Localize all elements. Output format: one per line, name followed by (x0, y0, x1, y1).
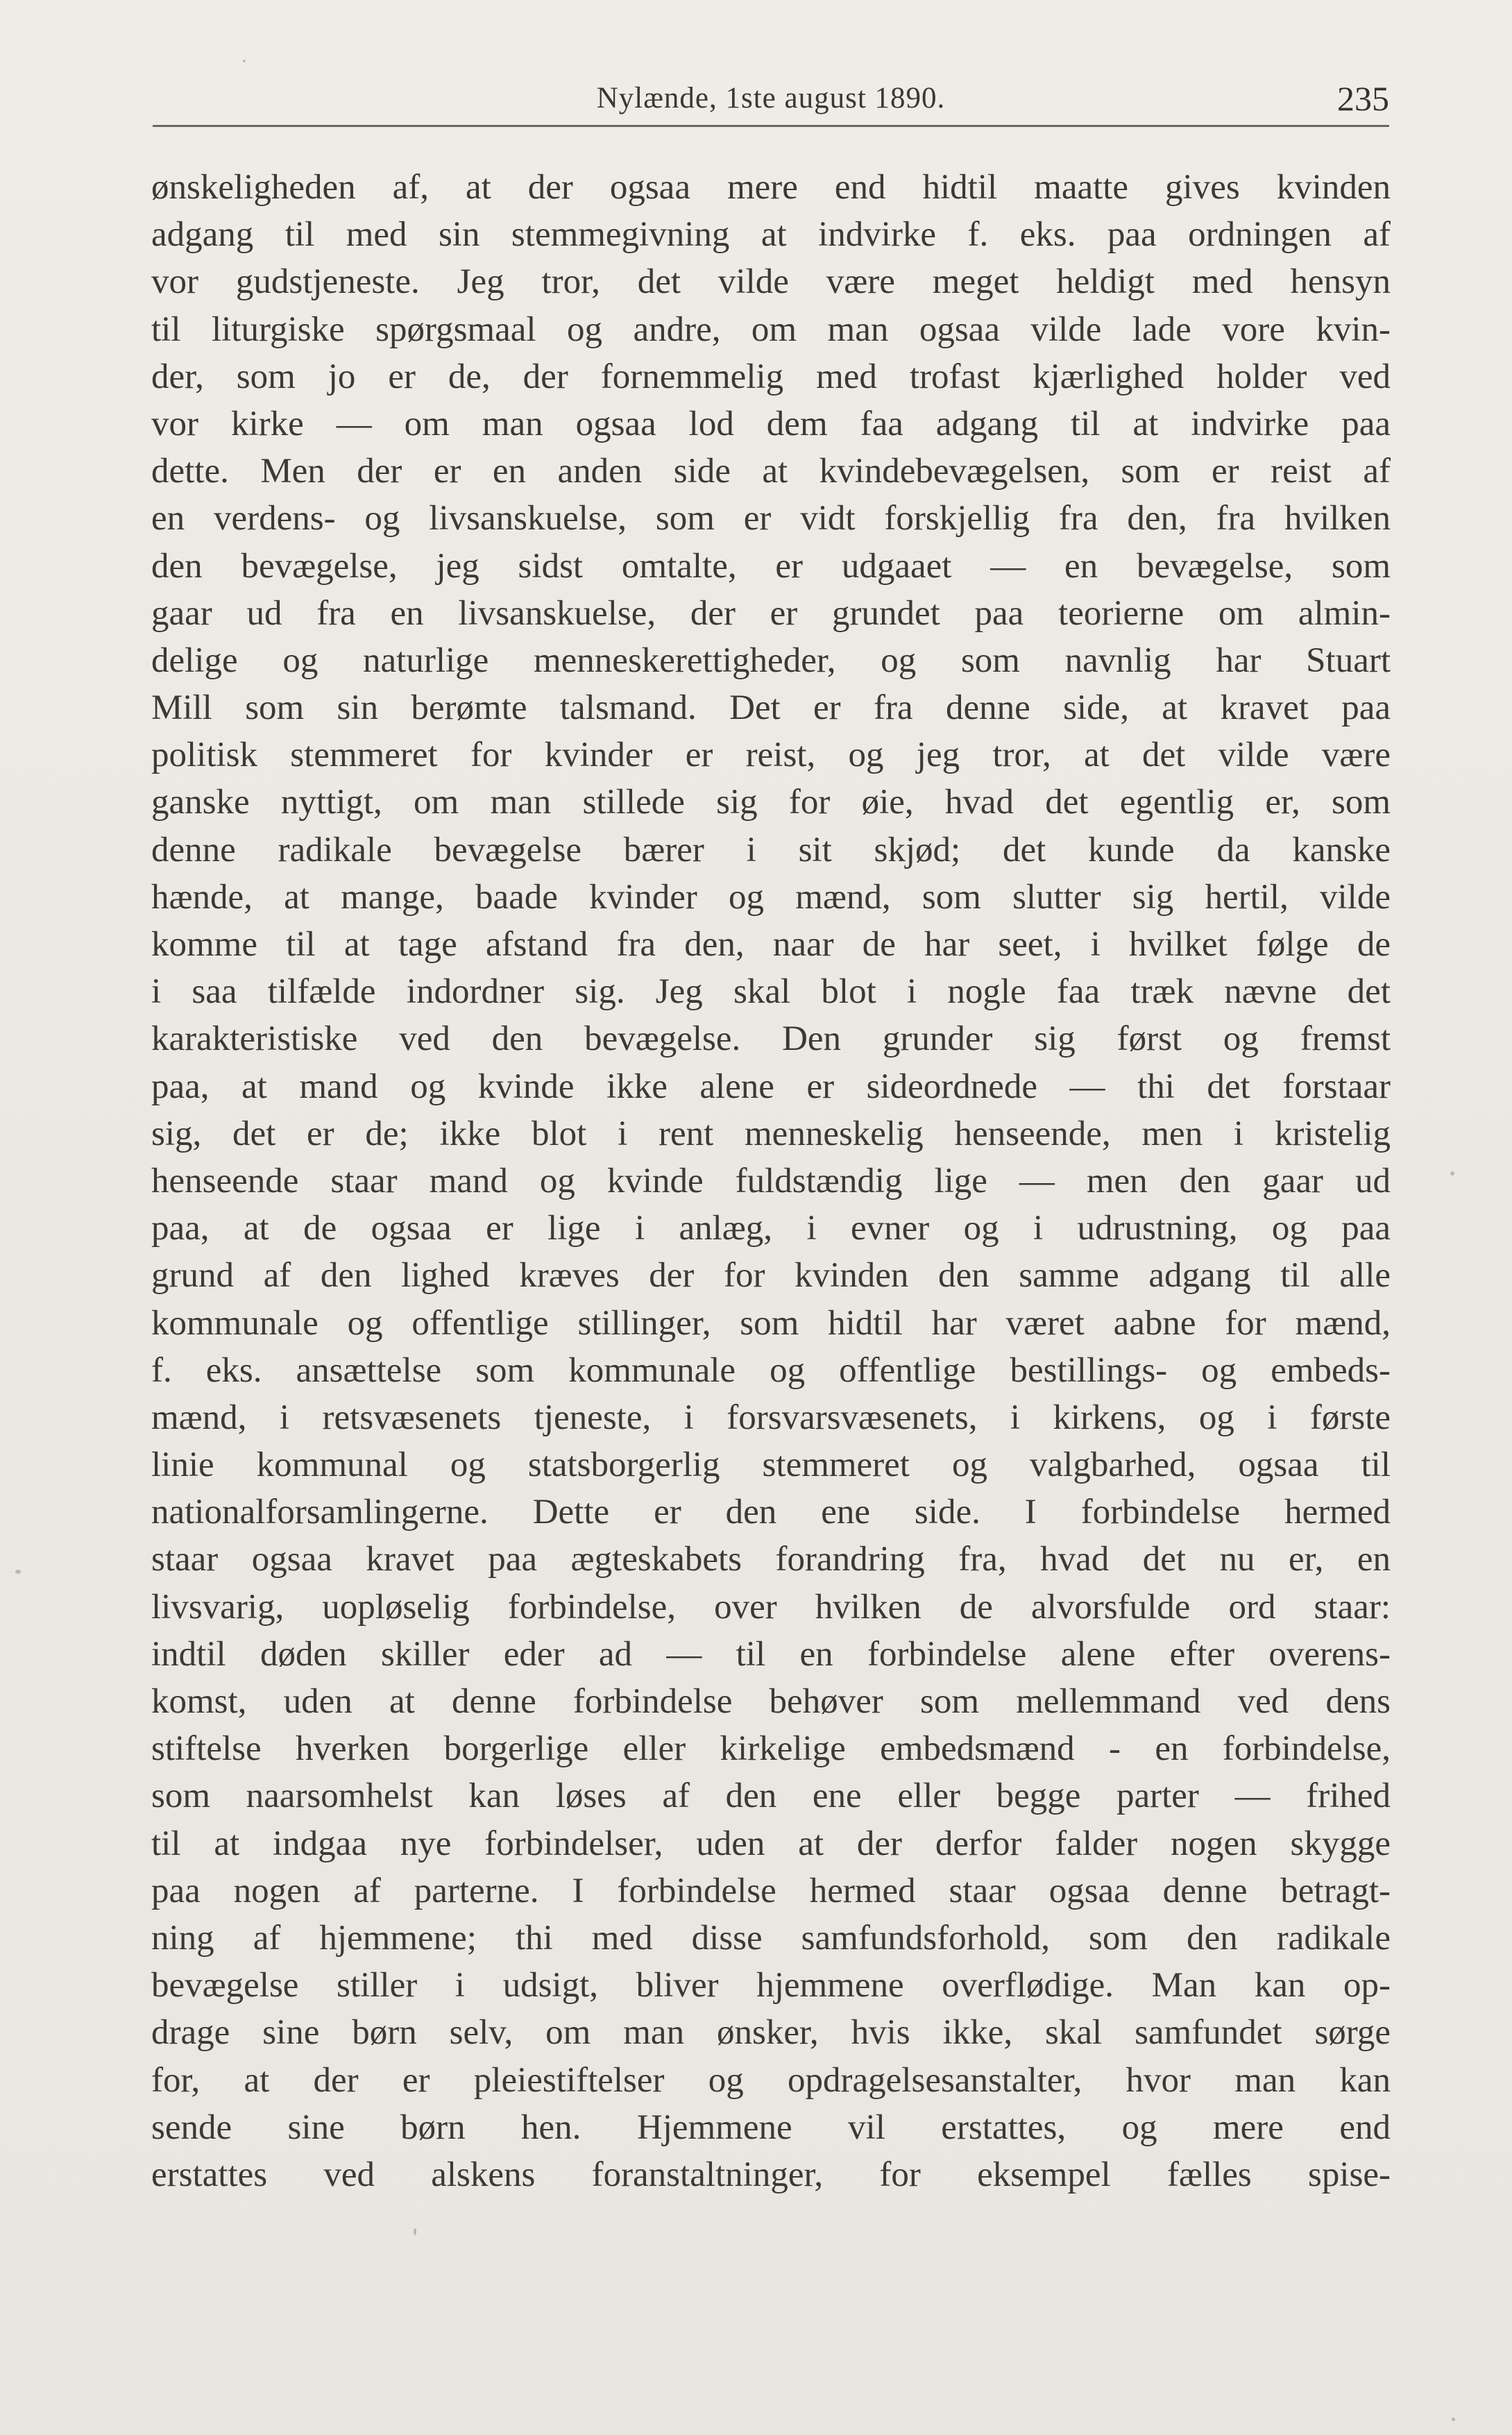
paper-speck (414, 2228, 416, 2235)
text-line: komst, uden at denne forbindelse behøver som mellemmand ved dens (151, 1682, 1391, 1721)
text-line: for, at der er pleiestiftelser og opdragelsesanstalter, hvor man kan (151, 2060, 1391, 2100)
text-line: ønskeligheden af, at der ogsaa mere end hidtil maatte gives kvinden (151, 168, 1391, 207)
text-line: adgang til med sin stemmegivning at indvirke f. eks. paa ordningen af (151, 215, 1391, 255)
text-line: som naarsomhelst kan løses af den ene eller begge parter — frihed (151, 1776, 1391, 1816)
paper-speck (1450, 1171, 1454, 1176)
text-line: staar ogsaa kravet paa ægteskabets forandring fra, hvad det nu er, en (151, 1540, 1391, 1579)
text-line: politisk stemmeret for kvinder er reist, og jeg tror, at det vilde være (151, 736, 1391, 775)
text-line: paa, at de ogsaa er lige i anlæg, i evner og i udrustning, og paa (151, 1209, 1391, 1248)
text-line: indtil døden skiller eder ad — til en forbindelse alene efter overens- (151, 1634, 1391, 1674)
text-line: stiftelse hverken borgerlige eller kirkelige embedsmænd - en forbindelse, (151, 1729, 1391, 1769)
text-line: mænd, i retsvæsenets tjeneste, i forsvarsvæsenets, i kirkens, og i første (151, 1398, 1391, 1437)
text-line: kommunale og offentlige stillinger, som hidtil har været aabne for mænd, (151, 1303, 1391, 1343)
text-line: sende sine børn hen. Hjemmene vil erstattes, og mere end (151, 2107, 1391, 2147)
text-line: den bevægelse, jeg sidst omtalte, er udgaaet — en bevægelse, som (151, 546, 1391, 586)
paper-speck (1452, 2418, 1455, 2421)
text-line: grund af den lighed kræves der for kvinden den samme adgang til alle (151, 1256, 1391, 1296)
text-line: ning af hjemmene; thi med disse samfundsforhold, som den radikale (151, 1918, 1391, 1958)
text-line: linie kommunal og statsborgerlig stemmeret og valgbarhed, ogsaa til (151, 1445, 1391, 1485)
text-line: hænde, at mange, baade kvinder og mænd, som slutter sig hertil, vilde (151, 877, 1391, 917)
paper-speck (243, 60, 246, 62)
text-line: sig, det er de; ikke blot i rent menneskelig henseende, men i kristelig (151, 1114, 1391, 1153)
text-line: karakteristiske ved den bevægelse. Den grunder sig først og fremst (151, 1019, 1391, 1059)
text-line: vor gudstjeneste. Jeg tror, det vilde være meget heldigt med hensyn (151, 262, 1391, 302)
text-line: bevægelse stiller i udsigt, bliver hjemmene overflødige. Man kan op- (151, 1966, 1391, 2005)
page-number: 235 (1337, 79, 1389, 118)
header-rule (153, 125, 1389, 127)
text-line: gaar ud fra en livsanskuelse, der er grundet paa teorierne om almin- (151, 593, 1391, 633)
text-line: livsvarig, uopløselig forbindelse, over hvilken de alvorsfulde ord staar: (151, 1587, 1391, 1627)
text-line: komme til at tage afstand fra den, naar de har seet, i hvilket følge de (151, 925, 1391, 964)
text-line: dette. Men der er en anden side at kvindebevægelsen, som er reist af (151, 452, 1391, 491)
running-header (153, 73, 1389, 128)
paper-speck (15, 1570, 21, 1574)
text-line: ganske nyttigt, om man stillede sig for øie, hvad det egentlig er, som (151, 783, 1391, 822)
text-line: til liturgiske spørgsmaal og andre, om man ogsaa vilde lade vore kvin- (151, 309, 1391, 349)
text-line: delige og naturlige menneskerettigheder, og som navnlig har Stuart (151, 640, 1391, 680)
text-line: erstattes ved alskens foranstaltninger, for eksempel fælles spise- (151, 2155, 1391, 2194)
text-line: til at indgaa nye forbindelser, uden at der derfor falder nogen skygge (151, 1824, 1391, 1863)
running-title: Nylænde, 1ste august 1890. (596, 82, 946, 114)
text-line: nationalforsamlingerne. Dette er den ene side. I forbindelse hermed (151, 1493, 1391, 1532)
text-line: en verdens- og livsanskuelse, som er vidt forskjellig fra den, fra hvilken (151, 499, 1391, 538)
text-line: Mill som sin berømte talsmand. Det er fra denne side, at kravet paa (151, 688, 1391, 728)
text-line: henseende staar mand og kvinde fuldstændig lige — men den gaar ud (151, 1161, 1391, 1200)
text-line: drage sine børn selv, om man ønsker, hvis ikke, skal samfundet sørge (151, 2013, 1391, 2053)
text-line: f. eks. ansættelse som kommunale og offentlige bestillings- og embeds- (151, 1350, 1391, 1390)
text-line: paa nogen af parterne. I forbindelse hermed staar ogsaa denne betragt- (151, 1871, 1391, 1910)
text-line: i saa tilfælde indordner sig. Jeg skal blot i nogle faa træk nævne det (151, 972, 1391, 1012)
text-line: vor kirke — om man ogsaa lod dem faa adgang til at indvirke paa (151, 404, 1391, 443)
text-line: denne radikale bevægelse bærer i sit skjød; det kunde da kanske (151, 830, 1391, 869)
body-text (151, 164, 1391, 2198)
text-line: der, som jo er de, der fornemmelig med trofast kjærlighed holder ved (151, 357, 1391, 396)
text-line: paa, at mand og kvinde ikke alene er sideordnede — thi det forstaar (151, 1067, 1391, 1106)
